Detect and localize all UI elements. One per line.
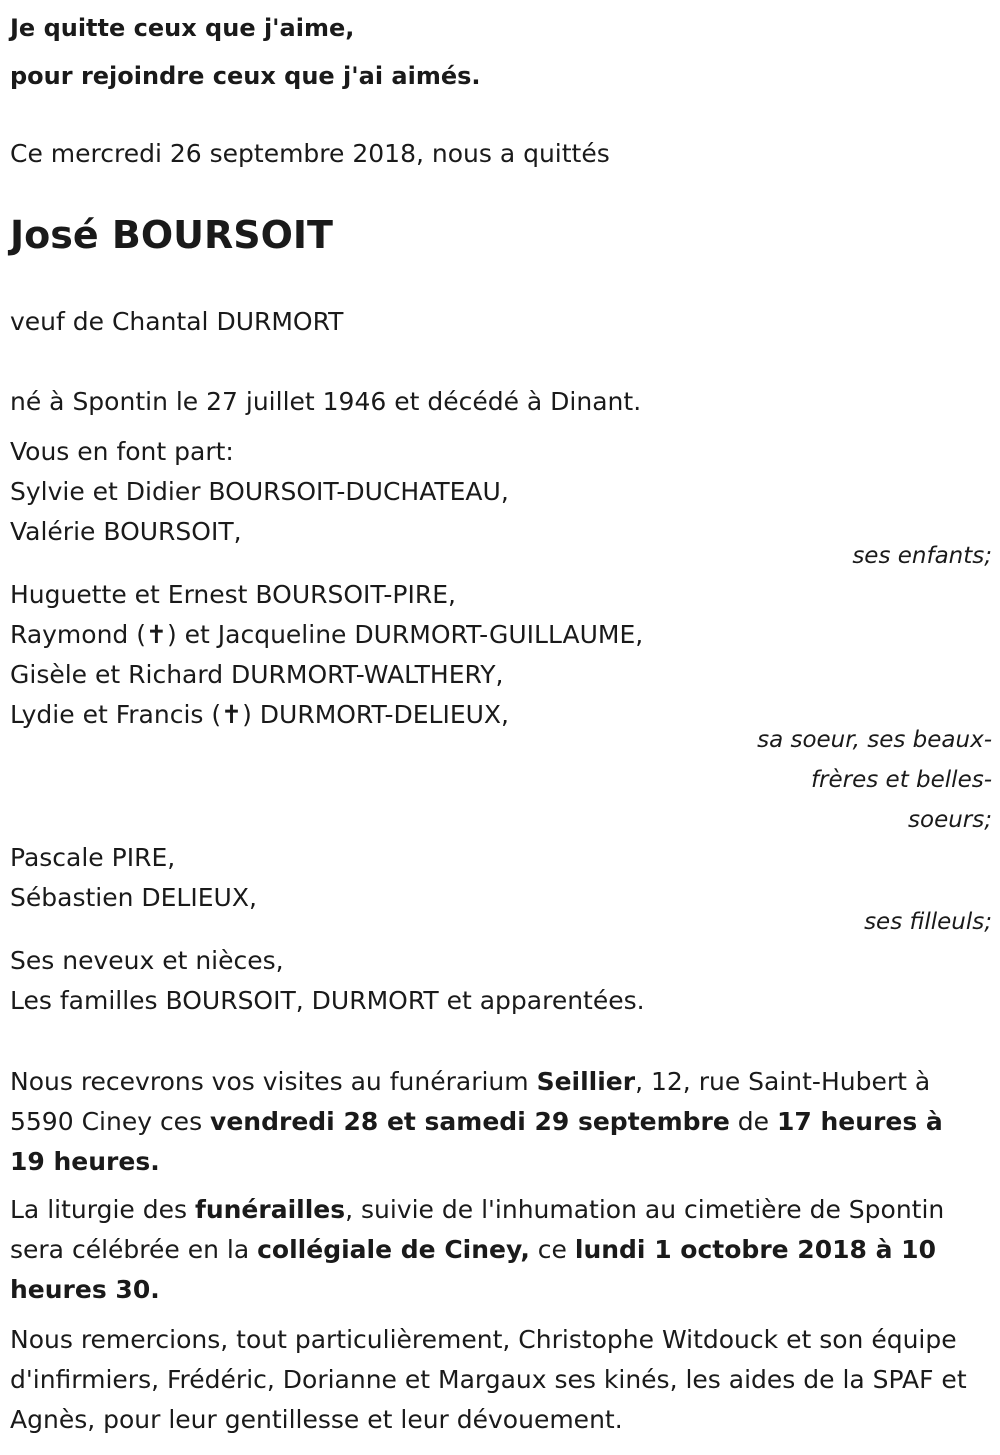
funeral-paragraph	[10, 1190, 992, 1310]
birth-death: né à Spontin le 27 juillet 1946 et décédé à Dinant.	[10, 387, 642, 416]
funerarium-name: Seillier	[536, 1067, 636, 1096]
widow-of: veuf de Chantal DURMORT	[10, 307, 344, 336]
families: Les familles BOURSOIT, DURMORT et apparentées.	[10, 986, 645, 1015]
child-2: Valérie BOURSOIT,	[10, 517, 242, 546]
sibling-1: Huguette et Ernest BOURSOIT-PIRE,	[10, 580, 456, 609]
funeral-text-3: ce	[529, 1235, 575, 1264]
relation-siblings-line-3: soeurs;	[908, 807, 992, 833]
epitaph-line-2: pour rejoindre ceux que j'ai aimés.	[10, 62, 481, 90]
announcers-intro: Vous en font part:	[10, 437, 234, 466]
nephews-nieces: Ses neveux et nièces,	[10, 946, 284, 975]
visit-dates: vendredi 28 et samedi 29 septembre	[210, 1107, 730, 1136]
sibling-3: Gisèle et Richard DURMORT-WALTHERY,	[10, 660, 504, 689]
relation-siblings-line-2: frères et belles-	[810, 767, 992, 793]
epitaph-line-1: Je quitte ceux que j'aime,	[10, 14, 355, 42]
visits-paragraph	[10, 1062, 980, 1182]
visits-text-3: de	[729, 1107, 777, 1136]
relation-godchildren: ses filleuls;	[864, 909, 992, 935]
visit-hours: 17 heures à 19 heures.	[10, 1107, 943, 1176]
sibling-2: Raymond (✝) et Jacqueline DURMORT-GUILLAUME,	[10, 620, 644, 649]
funeral-location: collégiale de Ciney,	[257, 1235, 530, 1264]
relation-children: ses enfants;	[852, 543, 992, 569]
funeral-text-1: La liturgie des	[10, 1195, 195, 1224]
thanks-paragraph: Nous remercions, tout particulièrement, Christophe Witdouck et son équipe d'infirmiers, Frédéric, Dorianne et Margaux ses kinés, les aides de la SPAF et Agnès, pour leur gentillesse et leur dévouement.	[10, 1325, 967, 1434]
funeral-word: funérailles	[194, 1195, 346, 1224]
godchild-1: Pascale PIRE,	[10, 843, 176, 872]
child-1: Sylvie et Didier BOURSOIT-DUCHATEAU,	[10, 477, 509, 506]
deceased-name: José BOURSOIT	[10, 213, 333, 257]
relation-siblings-line-1: sa soeur, ses beaux-	[757, 727, 992, 753]
visits-text-2: , 12, rue Saint-Hubert à 5590 Ciney ces	[10, 1067, 931, 1136]
godchild-2: Sébastien DELIEUX,	[10, 883, 257, 912]
funeral-datetime: lundi 1 octobre 2018 à 10 heures 30.	[10, 1235, 936, 1304]
visits-text-1: Nous recevrons vos visites au funérarium	[10, 1067, 537, 1096]
intro-text: Ce mercredi 26 septembre 2018, nous a quittés	[10, 139, 610, 168]
funeral-text-2: , suivie de l'inhumation au cimetière de Spontin sera célébrée en la	[10, 1195, 945, 1264]
sibling-4: Lydie et Francis (✝) DURMORT-DELIEUX,	[10, 700, 509, 729]
